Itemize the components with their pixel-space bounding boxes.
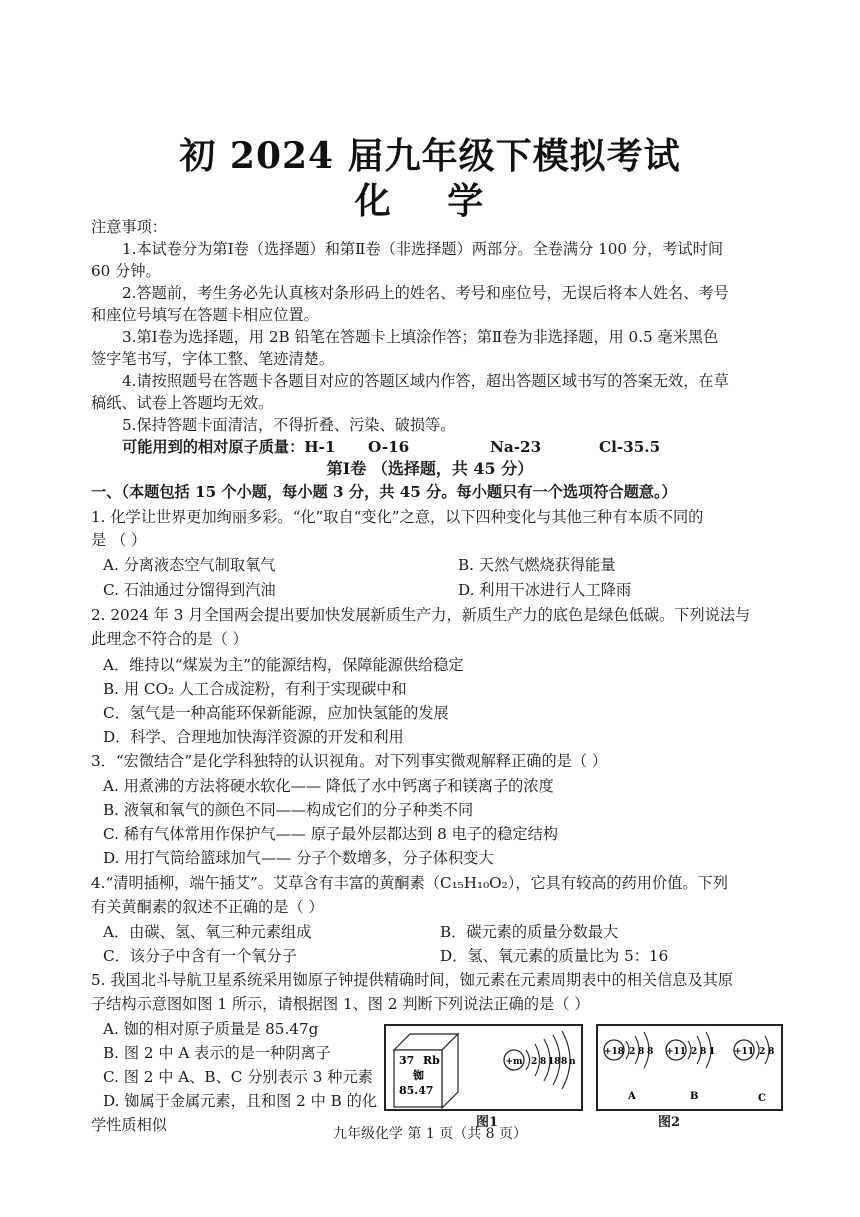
question-5-stem: 5. 我国北斗导航卫星系统采用铷原子钟提供精确时间，铷元素在元素周期表中的相关信息及其原 [91,971,734,989]
question-3-option-a: A. 用煮沸的方法将硬水软化—— 降低了水中钙离子和镁离子的浓度 [103,777,554,795]
shell-count: 8 [540,1057,547,1067]
atom-c-nucleus-charge: +11 [733,1047,755,1057]
question-4-option-d: D．氢、氧元素的质量比为 5：16 [440,947,669,965]
figure-2-caption: 图2 [658,1115,681,1130]
question-5-option-c: C. 图 2 中 A、B、C 分别表示 3 种元素 [103,1068,373,1086]
question-3-option-d: D. 用打气筒给篮球加气—— 分子个数增多，分子体积变大 [103,849,494,867]
question-1-option-d: D. 利用干冰进行人工降雨 [458,581,632,599]
question-5-option-d: D. 铷属于金属元素，且和图 2 中 B 的化 [103,1092,378,1110]
note-line: 签字笔书写，字体工整、笔迹清楚。 [91,350,334,368]
shell-count: 8 [561,1057,568,1067]
note-line: 1.本试卷分为第Ⅰ卷（选择题）和第Ⅱ卷（非选择题）两部分。全卷满分 100 分，考试时间 [122,240,724,258]
question-1-stem: 是 （ ） [91,531,147,549]
question-4-option-a: A．由碳、氢、氧三种元素组成 [103,923,312,941]
question-5-option-b: B. 图 2 中 A 表示的是一种阴离子 [103,1044,331,1062]
figure-1 [384,1024,583,1111]
note-line: 60 分钟。 [91,262,161,280]
question-1-option-a: A. 分离液态空气制取氧气 [103,556,276,574]
part1-instruction: 一、（本题包括 15 个小题，每小题 3 分，共 45 分。每小题只有一个选项符合题意。） [91,483,677,501]
page-footer: 九年级化学 第 1 页（共 8 页） [332,1126,528,1142]
element-atomic-mass: 85.47 [399,1084,434,1097]
question-4-option-c: C．该分子中含有一个氧分子 [103,947,297,965]
figure-2-drawing [598,1026,781,1109]
atom-a-shell: 8 [638,1047,645,1057]
atom-a-shell: 8 [647,1047,654,1057]
atom-c-shell: 2 [759,1047,766,1057]
question-2-option-d: D．科学、合理地加快海洋资源的开发和利用 [103,728,404,746]
part1-title: 第Ⅰ卷 （选择题，共 45 分） [326,459,534,478]
note-line: 4.请按照题号在答题卡各题目对应的答题区域内作答，超出答题区域书写的答案无效，在草 [122,372,729,390]
atom-b-label: B [690,1091,699,1102]
question-2-option-a: A．维持以“煤炭为主”的能源结构，保障能源供给稳定 [103,656,464,674]
shell-count: n [569,1057,576,1067]
question-3-option-b: B. 液氧和氧气的颜色不同——构成它们的分子种类不同 [103,801,474,819]
question-2-option-c: C．氢气是一种高能环保新能源，应加快氢能的发展 [103,704,449,722]
figure-2 [596,1024,783,1111]
note-line: 稿纸、试卷上答题均无效。 [91,394,274,412]
figure-1-caption: 图1 [476,1115,499,1130]
question-1-option-c: C. 石油通过分馏得到汽油 [103,581,276,599]
atom-b-shell: 8 [700,1047,707,1057]
atomic-mass-cl: Cl-35.5 [599,438,661,456]
exam-title: 初 2024 届九年级下模拟考试 [179,135,681,177]
note-line: 5.保持答题卡面清洁，不得折叠、污染、破损等。 [122,416,456,434]
atom-b-nucleus-charge: +11 [665,1047,687,1057]
atom-a-nucleus-charge: +18 [603,1047,625,1057]
question-4-option-b: B．碳元素的质量分数最大 [440,923,619,941]
atom-b-shell: 2 [691,1047,698,1057]
atomic-mass-na: Na-23 [490,438,542,456]
question-2-stem: 2. 2024 年 3 月全国两会提出要加快发展新质生产力，新质生产力的底色是绿色低碳。下列说法与 [91,606,751,624]
atom-c-label: C [758,1093,766,1104]
element-name: 铷 [413,1069,424,1082]
note-line: 3.第Ⅰ卷为选择题，用 2B 铅笔在答题卡上填涂作答；第Ⅱ卷为非选择题，用 0.5 毫米黑色 [122,328,719,346]
question-3-option-c: C. 稀有气体常用作保护气—— 原子最外层都达到 8 电子的稳定结构 [103,825,558,843]
nucleus-charge: +m [505,1057,523,1067]
question-4-stem: 4.“清明插柳，端午插艾”。艾草含有丰富的黄酮素（C₁₅H₁₀O₂），它具有较高的药用价值。下列 [91,874,728,892]
question-3-stem: 3．“宏微结合”是化学科独特的认识视角。对下列事实微观解释正确的是（ ） [91,752,608,770]
shell-count: 18 [548,1057,561,1067]
question-1-stem: 1. 化学让世界更加绚丽多彩。“化”取自“变化”之意，以下四种变化与其他三种有本质不同的 [91,508,704,526]
question-5-option-a: A. 铷的相对原子质量是 85.47g [103,1020,319,1038]
question-2-stem: 此理念不符合的是（ ） [91,630,248,648]
notes-heading: 注意事项： [91,218,167,236]
question-2-option-b: B. 用 CO₂ 人工合成淀粉，有利于实现碳中和 [103,680,407,698]
shell-count: 2 [531,1057,538,1067]
note-line: 2.答题前，考生务必先认真核对条形码上的姓名、考号和座位号，无误后将本人姓名、考号 [122,284,729,302]
question-5-option-d-cont: 学性质相似 [91,1116,167,1134]
atom-a-shell: 2 [629,1047,636,1057]
subject-title: 化 学 [354,180,506,222]
atomic-mass-o: O-16 [368,438,410,456]
atomic-mass-label: 可能用到的相对原子质量：H-1 [122,438,336,456]
atom-b-structure [666,1032,715,1068]
element-symbol: Rb [423,1054,440,1067]
figure-1-drawing [386,1026,581,1109]
atom-a-label: A [628,1091,636,1102]
atom-c-structure [734,1036,774,1064]
atom-a-structure [604,1032,653,1068]
note-line: 和座位号填写在答题卡相应位置。 [91,306,319,324]
question-1-option-b: B. 天然气燃烧获得能量 [458,556,616,574]
question-5-stem: 子结构示意图如图 1 所示，请根据图 1、图 2 判断下列说法正确的是（ ） [91,995,590,1013]
element-number: 37 [399,1054,415,1067]
atom-c-shell: 8 [768,1047,775,1057]
atom-b-shell: 1 [709,1047,716,1057]
question-4-stem: 有关黄酮素的叙述不正确的是（ ） [91,898,324,916]
